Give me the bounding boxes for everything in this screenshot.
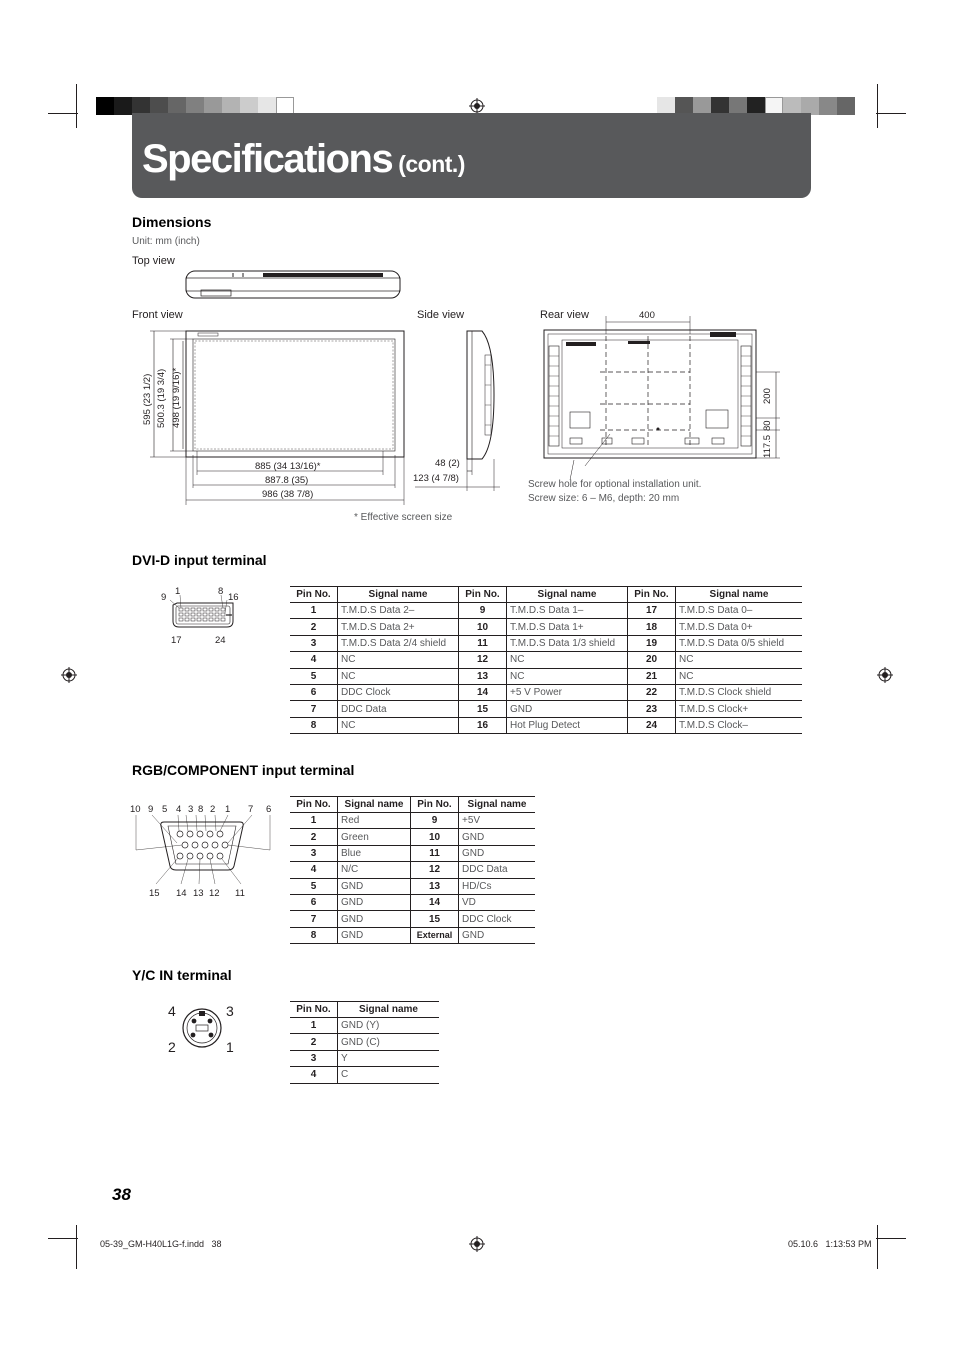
dvi-pin-16: 16 (228, 592, 239, 603)
table-row: 2 Green 10 GND (290, 829, 535, 845)
yc-connector-diagram (160, 998, 245, 1058)
crop-mark (876, 113, 906, 114)
yc-pin-table (290, 1001, 439, 1084)
yc-pin-3: 3 (226, 1003, 234, 1019)
dim-width-total: 986 (38 7/8) (262, 489, 314, 500)
table-row: 5 GND 13 HD/Cs (290, 878, 535, 894)
crop-mark (48, 1238, 78, 1239)
rear-view-label: Rear view (540, 309, 589, 321)
dvi-heading: DVI-D input terminal (132, 552, 267, 568)
registration-mark-icon (61, 667, 77, 683)
dim-rear-right-mid: 80 (762, 420, 773, 431)
rgb-pin-6: 6 (266, 804, 272, 815)
table-row: 3 Blue 11 GND (290, 845, 535, 861)
table-row: 1 Red 9 +5V (290, 813, 535, 829)
rgb-pin-11: 11 (235, 888, 245, 899)
crop-mark (877, 84, 878, 128)
dvi-pin-24: 24 (215, 635, 226, 646)
table-row: 8 NC 16 Hot Plug Detect 24 T.M.D.S Clock– (290, 717, 802, 733)
dim-depth-total: 123 (4 7/8) (413, 473, 459, 484)
rgb-pin-8: 8 (198, 804, 204, 815)
crop-mark (76, 1225, 77, 1269)
table-row: 6 DDC Clock 14 +5 V Power 22 T.M.D.S Clock shield (290, 684, 802, 700)
crop-mark (76, 84, 77, 128)
table-row: 7 DDC Data 15 GND 23 T.M.D.S Clock+ (290, 701, 802, 717)
page-title: Specifications (cont.) (142, 137, 465, 181)
table-row: 6 GND 14 VD (290, 894, 535, 910)
dim-rear-right-lower: 117.5 (762, 434, 773, 458)
rgb-pin-13: 13 (193, 888, 204, 899)
dvi-pin-17: 17 (171, 635, 182, 646)
table-row: 2 GND (C) (290, 1034, 439, 1050)
top-view-label: Top view (132, 255, 175, 267)
rgb-pin-1: 1 (225, 804, 231, 815)
rgb-heading: RGB/COMPONENT input terminal (132, 762, 355, 778)
dimensions-heading: Dimensions (132, 214, 212, 230)
footer-timestamp: 05.10.6 1:13:53 PM (788, 1239, 872, 1249)
rgb-pin-14: 14 (176, 888, 187, 899)
yc-pin-2: 2 (168, 1039, 176, 1055)
screw-note-line1: Screw hole for optional installation unit. (528, 479, 702, 490)
rgb-pin-4: 4 (176, 804, 182, 815)
table-row: 1 T.M.D.S Data 2– 9 T.M.D.S Data 1– 17 T.M.D.S Data 0– (290, 603, 802, 619)
rgb-connector-diagram (128, 800, 278, 900)
footer-file-name: 05-39_GM-H40L1G-f.indd 38 (100, 1239, 222, 1249)
rgb-pin-10: 10 (130, 804, 141, 815)
screw-note-line2: Screw size: 6 – M6, depth: 20 mm (528, 493, 680, 504)
table-header-row: Pin No. Signal name (290, 1002, 439, 1018)
dim-width-effective: 885 (34 13/16)* (255, 461, 321, 472)
table-row: 4 C (290, 1067, 439, 1083)
dvi-pin-9: 9 (161, 592, 167, 603)
title-banner (132, 113, 811, 198)
rgb-pin-3: 3 (188, 804, 194, 815)
dvi-pin-1: 1 (175, 586, 181, 597)
dvi-pin-table (290, 586, 802, 734)
table-row: 4 N/C 12 DDC Data (290, 862, 535, 878)
table-row: 3 T.M.D.S Data 2/4 shield 11 T.M.D.S Data 1/3 shield 19 T.M.D.S Data 0/5 shield (290, 635, 802, 651)
side-view-drawing (410, 325, 510, 495)
table-header-row: Pin No. Signal name Pin No. Signal name (290, 797, 535, 813)
dvi-pin-8: 8 (218, 586, 224, 597)
dim-rear-right-upper: 200 (762, 388, 773, 404)
rear-view-drawing (540, 306, 785, 466)
table-row: 5 NC 13 NC 21 NC (290, 668, 802, 684)
yc-heading: Y/C IN terminal (132, 967, 232, 983)
table-row: 3 Y (290, 1050, 439, 1066)
registration-mark-icon (877, 667, 893, 683)
crop-mark (48, 113, 78, 114)
crop-mark (876, 1238, 906, 1239)
registration-mark-icon (469, 1236, 485, 1252)
dim-width-inner: 887.8 (35) (265, 475, 309, 486)
page-title-suffix: (cont.) (398, 151, 465, 177)
dim-height-inner: 500.3 (19 3/4) (156, 368, 167, 428)
dim-rear-top: 400 (639, 310, 655, 321)
dim-depth-small: 48 (2) (435, 458, 460, 469)
dim-height-total: 595 (23 1/2) (142, 373, 153, 425)
front-view-drawing (140, 325, 405, 510)
table-row: 1 GND (Y) (290, 1018, 439, 1034)
table-header-row: Pin No. Signal name Pin No. Signal name Pin No. Signal name (290, 587, 802, 603)
page-number: 38 (112, 1185, 131, 1204)
registration-mark-icon (469, 98, 485, 114)
yc-pin-4: 4 (168, 1003, 176, 1019)
rgb-pin-12: 12 (209, 888, 220, 899)
rgb-pin-5: 5 (162, 804, 168, 815)
table-row: 7 GND 15 DDC Clock (290, 911, 535, 927)
yc-pin-1: 1 (226, 1039, 234, 1055)
top-view-drawing (183, 268, 405, 302)
rgb-pin-15: 15 (149, 888, 160, 899)
rgb-pin-7: 7 (248, 804, 254, 815)
table-row: 8 GND External GND (290, 927, 535, 943)
unit-note: Unit: mm (inch) (132, 236, 200, 247)
crop-mark (877, 1225, 878, 1269)
dim-height-effective: 498 (19 9/16)* (171, 367, 182, 428)
side-view-label: Side view (417, 309, 465, 321)
table-row: 4 NC 12 NC 20 NC (290, 652, 802, 668)
table-row: 2 T.M.D.S Data 2+ 10 T.M.D.S Data 1+ 18 T.M.D.S Data 0+ (290, 619, 802, 635)
front-view-label: Front view (132, 309, 183, 321)
rgb-pin-9: 9 (148, 804, 154, 815)
effective-screen-note: * Effective screen size (354, 512, 453, 523)
rgb-pin-table (290, 796, 535, 944)
rgb-pin-2: 2 (210, 804, 216, 815)
dvi-connector-diagram (155, 583, 250, 648)
